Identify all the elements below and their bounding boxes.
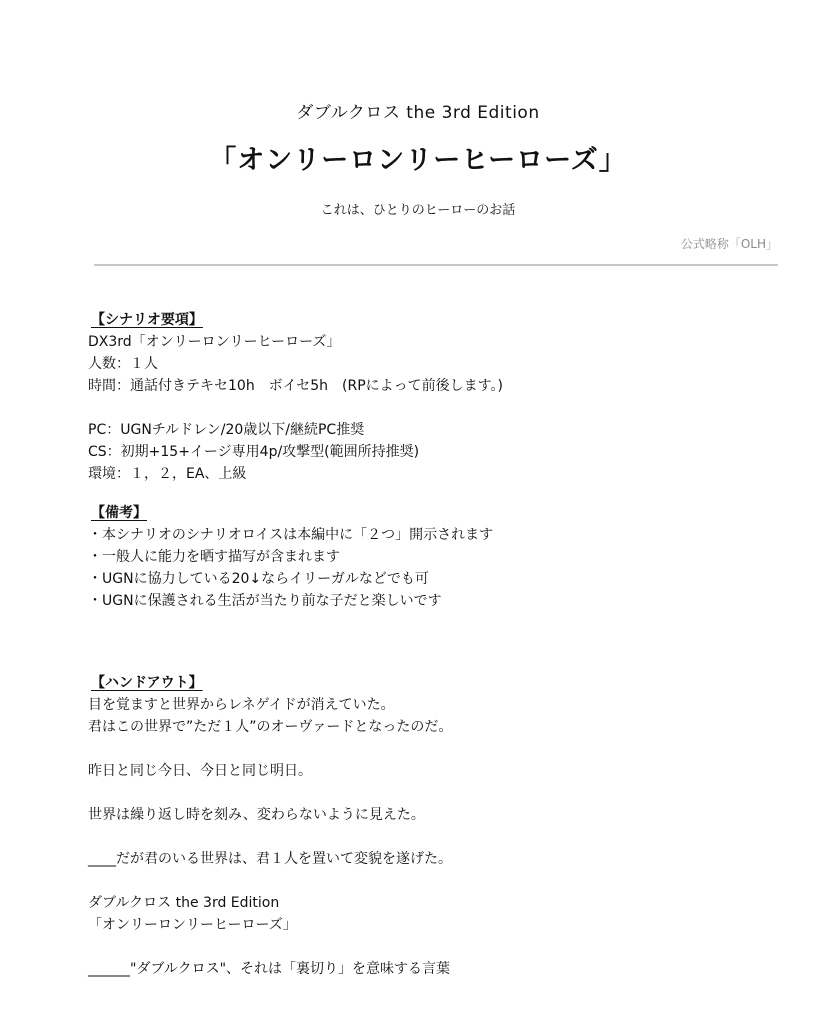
handout-line: ダブルクロス the 3rd Edition xyxy=(88,895,280,911)
overview-cs: CS：初期+15+イージ専用4p/攻撃型(範囲所持推奨) xyxy=(88,444,420,460)
system-title: ダブルクロス the 3rd Edition xyxy=(296,103,540,123)
scenario-title: 「オンリーロンリーヒーローズ」 xyxy=(209,145,627,176)
handout-line: 「オンリーロンリーヒーローズ」 xyxy=(88,917,297,933)
overview-environment: 環境：１，２，EA、上級 xyxy=(88,466,247,482)
handout-line: 目を覚ますと世界からレネゲイドが消えていた。 xyxy=(88,697,395,713)
horizontal-divider xyxy=(94,264,778,266)
spacer xyxy=(88,936,788,958)
notes-item: ・UGNに保護される生活が当たり前な子だと楽しいです xyxy=(88,593,442,609)
spacer xyxy=(88,397,788,419)
handout-line: 君はこの世界で”ただ１人”のオーヴァードとなったのだ。 xyxy=(88,719,453,735)
notes-item: ・本シナリオのシナリオロイスは本編中に「２つ」開示されます xyxy=(88,527,494,543)
notes-item: ・UGNに協力している20↓ならイリーガルなどでも可 xyxy=(88,571,429,587)
scenario-overview-section xyxy=(88,309,788,485)
handout-line: ______"ダブルクロス"、それは「裏切り」を意味する言葉 xyxy=(88,961,451,977)
abbreviation-label: 公式略称「OLH」 xyxy=(680,237,778,251)
handout-heading: 【ハンドアウト】 xyxy=(91,675,203,691)
overview-pc: PC：UGNチルドレン/20歳以下/継続PC推奨 xyxy=(88,422,365,438)
spacer xyxy=(88,826,788,848)
notes-section xyxy=(88,502,788,612)
notes-heading: 【備考】 xyxy=(91,505,147,521)
tagline: これは、ひとりのヒーローのお話 xyxy=(320,203,516,218)
overview-players: 人数：１人 xyxy=(88,356,158,372)
handout-section xyxy=(88,672,788,980)
handout-line: 世界は繰り返し時を刻み、変わらないように見えた。 xyxy=(88,807,425,823)
notes-item: ・一般人に能力を晒す描写が含まれます xyxy=(88,549,340,565)
overview-time: 時間：通話付きテキセ10h ボイセ5h (RPによって前後します。) xyxy=(88,378,504,394)
overview-heading: 【シナリオ要項】 xyxy=(91,312,203,328)
handout-line: 昨日と同じ今日、今日と同じ明日。 xyxy=(88,763,312,779)
spacer xyxy=(88,870,788,892)
spacer xyxy=(88,738,788,760)
handout-line: ____だが君のいる世界は、君１人を置いて変貌を遂げた。 xyxy=(88,851,452,867)
spacer xyxy=(88,782,788,804)
overview-name-line: DX3rd「オンリーロンリーヒーローズ」 xyxy=(88,334,341,350)
